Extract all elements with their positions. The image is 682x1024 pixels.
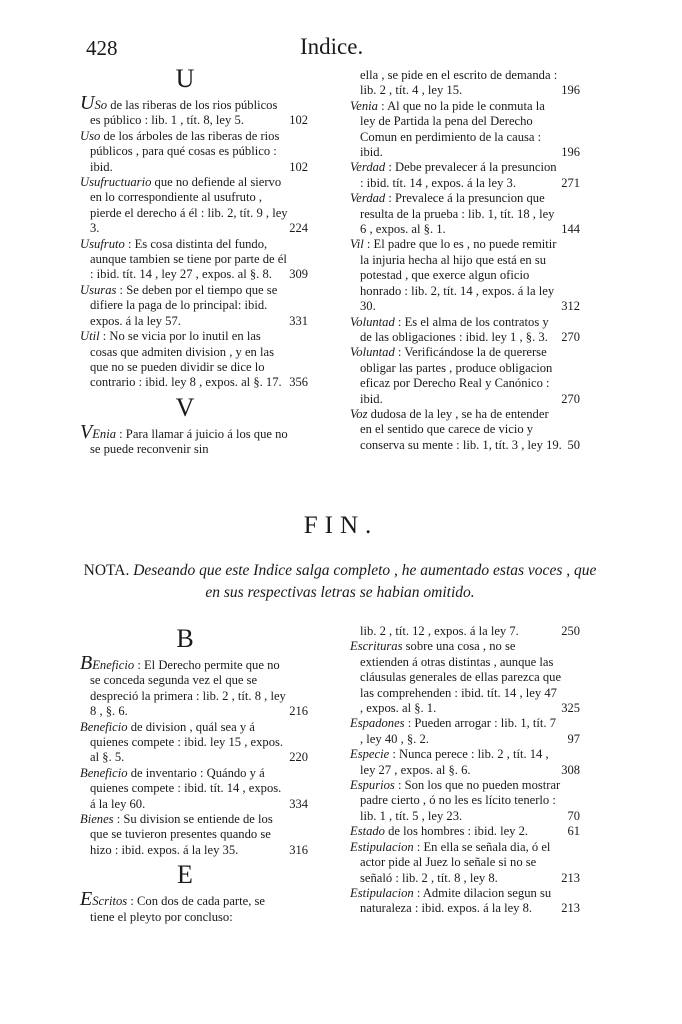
index-entry — [80, 719, 308, 766]
index-entry — [80, 92, 308, 129]
drop-initial: U — [80, 92, 95, 114]
entry-page: 50 — [567, 437, 580, 452]
entry-head: Beneficio — [80, 765, 128, 780]
entry-head: Estipulacion — [350, 839, 414, 854]
entry-page: 316 — [289, 842, 308, 857]
index-entry — [350, 639, 580, 716]
index-entry — [350, 778, 580, 824]
entry-text: dudosa de la ley , se ha de entender en el sentido que carece de vicio y conserva su mente : lib. 1, tít. 3 , ley 19. — [360, 406, 562, 452]
entry-head: Voz — [350, 406, 368, 421]
entry-page: 102 — [289, 113, 308, 128]
entry-page: 270 — [561, 329, 580, 344]
entry-head: Escrituras — [350, 639, 403, 654]
section-letter-b: B — [176, 624, 194, 653]
index-entry — [80, 888, 290, 925]
entry-text: : Con dos de cada parte, se tiene el pleyto por concluso: — [90, 894, 265, 924]
index-entry — [80, 652, 308, 720]
drop-initial: V — [80, 420, 93, 443]
entry-head: Usufruto — [80, 236, 125, 251]
index-entry — [80, 128, 308, 175]
nota-label: NOTA. — [83, 562, 130, 579]
index-entry — [80, 175, 308, 237]
entry-text: : Su division se entiende de los que se tuvieron presentes quando se hizo : ibid. expos. á la ley 35. — [90, 812, 273, 857]
entry-text: de inventario : Quándo y á quienes compete : ibid. tít. 14 , expos. á la ley 60. — [90, 765, 282, 811]
index-entry — [350, 314, 580, 346]
entry-head: Bienes — [80, 812, 114, 827]
entry-head: Verdad — [350, 191, 386, 206]
entry-text: : Son los que no pueden mostrar padre cierto , ó no les es lícito tenerlo : lib. 1 , tít. 5 , ley 23. — [360, 778, 561, 823]
entry-text: : Pueden arrogar : lib. 1, tít. 7 , ley 40 , §. 2. — [360, 716, 557, 746]
entry-head: Voluntad — [350, 314, 395, 329]
entry-text: : En ella se señala dia, ó el actor pide al Juez lo señale si no se señaló : lib. 2 , tít. 8 , ley 8. — [360, 839, 551, 885]
entry-page: 224 — [289, 221, 308, 236]
index-entry — [350, 191, 580, 237]
nota-paragraph — [80, 560, 600, 604]
entry-text: : El Derecho permite que no se conceda segunda vez el que se despreció la primera : lib. 2 , tít. 8 , ley 8 , §. 6. — [90, 658, 286, 719]
entry-page: 97 — [567, 731, 580, 746]
fin-heading: FIN. — [303, 512, 379, 539]
entry-text: que no defiende al siervo en lo correspondiente al usufruto , pierde el derecho á él : lib. 2, tít. 9 , ley 3. — [90, 175, 288, 236]
entry-page: 61 — [567, 824, 580, 839]
index-entry — [350, 747, 580, 778]
entry-page: 325 — [561, 701, 580, 716]
index-entry — [350, 160, 580, 191]
index-entry — [350, 406, 580, 453]
drop-initial: B — [80, 652, 93, 674]
index-entry — [350, 345, 580, 407]
entry-page: 213 — [561, 901, 580, 916]
entry-text: : El padre que lo es , no puede remitir la injuria hecha al hijo que está en su potestad , que exerce algun oficio honrado : lib. 2, tít. 14 , expos. á la ley 30. — [360, 237, 557, 314]
entry-head: Usufructuario — [80, 175, 152, 190]
entry-text: : Es el alma de los contratos y de las obligaciones : ibid. ley 1 , §. 3. — [360, 314, 549, 344]
entry-text: de los árboles de las riberas de rios públicos , para qué cosas es público : ibid. — [90, 128, 280, 174]
entry-head: Verdad — [350, 160, 386, 175]
running-title: Indice. — [300, 34, 364, 59]
entry-head: Eneficio — [92, 658, 135, 672]
index-entry — [350, 624, 580, 639]
entry-page: 216 — [289, 704, 308, 719]
entry-page: 196 — [561, 83, 580, 98]
index-entry — [80, 812, 308, 858]
entry-page: 331 — [289, 313, 308, 328]
index-entry — [350, 716, 580, 747]
entry-text: : Debe prevalecer á la presuncion : ibid. tít. 14 , expos. á la ley 3. — [360, 160, 557, 190]
entry-text: de los hombres : ibid. ley 2. — [384, 824, 529, 839]
index-entry — [350, 68, 580, 99]
entry-text: de las riberas de los rios públicos es público : lib. 1 , tít. 8, ley 5. — [90, 98, 278, 128]
entry-page: 309 — [289, 267, 308, 282]
entry-head: Util — [80, 329, 100, 344]
entry-head: Uso — [80, 128, 101, 143]
section-letter-e: E — [177, 860, 193, 890]
entry-page: 102 — [289, 159, 308, 174]
index-entry — [80, 282, 308, 329]
entry-text: : Al que no la pide le conmuta la ley de Partida la pena del Derecho Comun en perdimiento de la causa : ibid. — [360, 98, 545, 160]
bottom-left-column — [80, 622, 308, 925]
entry-page: 312 — [561, 299, 580, 314]
entry-head: Usuras — [80, 282, 117, 297]
index-entry — [350, 237, 580, 314]
entry-text: : Verificándose la de quererse obligar las partes , produce obligacion eficaz por Derecho Real y Canónico : ibid. — [360, 345, 553, 406]
entry-page: 220 — [289, 750, 308, 765]
index-entry — [350, 98, 580, 161]
index-entry — [350, 824, 580, 839]
entry-head: Vil — [350, 237, 364, 252]
top-right-column — [350, 68, 580, 453]
entry-text: : Admite dilacion segun su naturaleza : ibid. expos. á la ley 8. — [360, 885, 552, 916]
section-letter-v: V — [175, 392, 195, 422]
entry-head: Espadones — [350, 716, 405, 731]
entry-text: lib. 2 , tít. 12 , expos. á la ley 7. — [360, 624, 519, 638]
entry-text: : Se deben por el tiempo que se difiere la paga de lo principal: ibid. expos. á la ley 57. — [90, 282, 278, 328]
index-entry — [350, 839, 580, 886]
entry-head: Scritos — [92, 894, 128, 909]
entry-text: de division , quál sea y á quienes compete : ibid. ley 15 , expos. al §. 5. — [90, 719, 284, 765]
entry-head: Estado — [350, 824, 385, 839]
nota-text: Deseando que este Indice salga completo , he aumentado estas voces , que en sus respectivas letras se habian omitido. — [133, 562, 597, 601]
entry-page: 308 — [561, 762, 580, 777]
entry-text: sobre una cosa , no se extienden á otras distintas , aunque las cláusulas generales de ellas parezca que las comprehenden : ibid. tít. 14 , ley 47 , expos. al §. 1. — [360, 639, 562, 716]
entry-page: 213 — [561, 870, 580, 885]
entry-head: Beneficio — [80, 719, 128, 734]
entry-text: : Es cosa distinta del fundo, aunque tambien se tiene por parte de él : ibid. tít. 14 , ley 27 , expos. al §. 8. — [90, 236, 287, 282]
entry-page: 271 — [561, 175, 580, 190]
entry-page: 70 — [567, 808, 580, 823]
index-entry — [80, 236, 308, 283]
entry-head: Voluntad — [350, 345, 395, 360]
entry-head: Venia — [350, 98, 378, 113]
entry-page: 250 — [561, 624, 580, 638]
top-left-column — [80, 62, 308, 458]
page-number: 428 — [86, 36, 118, 60]
index-entry — [80, 329, 308, 391]
entry-text: : Para llamar á juicio á los que no se puede reconvenir sin — [90, 426, 288, 457]
entry-text: : Prevalece á la presuncion que resulta de la prueba : lib. 1, tít. 18 , ley 6 , expos. al §. 1. — [360, 191, 555, 237]
entry-page: 196 — [561, 145, 580, 160]
bottom-right-column — [350, 624, 580, 917]
entry-text: : No se vicia por lo inutil en las cosas que admiten division , y en las que no se pueden dividir se dice lo contrario : ibid. ley 8 , expos. al §. 17. — [90, 329, 282, 390]
entry-page: 144 — [561, 222, 580, 237]
drop-initial: E — [80, 888, 93, 911]
index-entry — [80, 420, 290, 458]
section-letter-u: U — [175, 64, 195, 93]
entry-head: Enia — [92, 426, 117, 441]
entry-head: Espurios — [350, 778, 395, 793]
entry-page: 356 — [289, 375, 308, 390]
entry-text: ella , se pide en el escrito de demanda : lib. 2 , tít. 4 , ley 15. — [360, 68, 558, 98]
entry-head: Estipulacion — [350, 885, 414, 900]
entry-page: 334 — [289, 796, 308, 811]
index-entry — [80, 765, 308, 812]
entry-head: Especie — [350, 747, 390, 762]
entry-head: So — [94, 98, 108, 112]
entry-page: 270 — [561, 391, 580, 406]
entry-text: : Nunca perece : lib. 2 , tít. 14 , ley 27 , expos. al §. 6. — [360, 747, 549, 777]
index-entry — [350, 885, 580, 917]
